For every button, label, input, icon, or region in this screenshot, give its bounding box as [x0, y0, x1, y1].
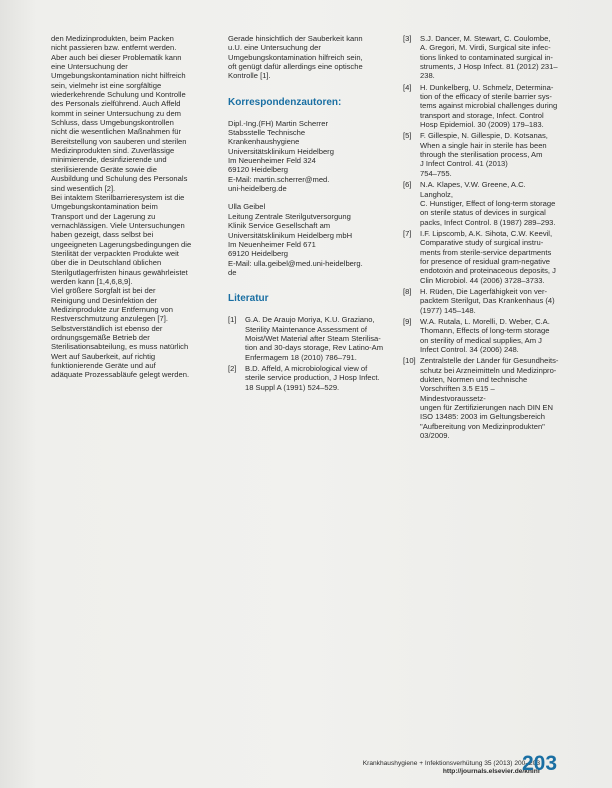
reference-number: [9] [403, 316, 412, 326]
reference-line: "Aufbereitung von Medizinprodukten" [420, 421, 545, 431]
reference-number: [1] [228, 315, 237, 325]
reference-line: struments, J Hosp Infect. 81 (2012) 231– [420, 62, 558, 72]
reference-line: B.D. Affeld, A microbiological view of [245, 363, 368, 373]
reference-line: C. Hunstiger, Effect of long-term storage [420, 198, 556, 208]
address-line: Ulla Geibel [228, 202, 266, 212]
reference-line: ungen für Zertifizierungen nach DIN EN [420, 403, 553, 413]
reference-line: Enfermagem 18 (2010) 786–791. [245, 352, 357, 362]
journal-citation: Krankhaushygiene + Infektionsverhütung 35 (2013) 200–203 [362, 760, 540, 767]
body-text-line: Sterilität der verpackten Produkte weit [51, 248, 179, 258]
reference-item [403, 287, 560, 315]
page-footer [350, 760, 540, 776]
reference-text [420, 34, 560, 81]
body-text-line: über die in Deutschland üblichen [51, 258, 162, 268]
body-text-line: wiederkehrende Schulung und Kontrolle [51, 90, 186, 100]
body-text-line: Ausbildung und Schulung des Personals [51, 174, 188, 184]
reference-text [245, 364, 390, 392]
address-line: Dipl.-Ing.(FH) Martin Scherrer [228, 118, 329, 128]
body-text-line: Bei intaktem Sterilbarrieresystem ist die [51, 192, 185, 202]
reference-line: (1977) 145–148. [420, 305, 476, 315]
body-text-line: Kontrolle [1]. [228, 71, 271, 81]
reference-list [228, 315, 390, 392]
reference-number: [4] [403, 82, 412, 92]
reference-line: 238. [420, 71, 435, 81]
address-line: Klinik Service Gesellschaft am [228, 221, 331, 231]
body-text-line: des Personals zielführend. Auch Affeld [51, 99, 181, 109]
address-line: Im Neuenheimer Feld 671 [228, 239, 316, 249]
reference-line: G.A. De Araujo Moriya, K.U. Graziano, [245, 315, 375, 325]
reference-number: [6] [403, 180, 412, 190]
body-text-line: oft genügt dafür allerdings eine optische [228, 62, 363, 72]
reference-line: Moist/Wet Material after Steam Sterilisa- [245, 333, 381, 343]
reference-line: N.A. Klapes, V.W. Greene, A.C. Langholz, [420, 180, 526, 199]
reference-line: Thomann, Effects of long-term storage [420, 326, 550, 336]
reference-item [228, 315, 390, 362]
reference-number: [10] [403, 356, 416, 366]
reference-line: When a single hair in sterile has been [420, 140, 547, 150]
reference-line: F. Gillespie, N. Gillespie, D. Kotsanas, [420, 131, 548, 141]
reference-text [420, 229, 560, 285]
reference-text [420, 356, 560, 440]
body-text-line: Medizinprodukte zur Entfernung von [51, 304, 173, 314]
body-text-line: Aber auch bei dieser Problematik kann [51, 52, 182, 62]
reference-item [403, 34, 560, 81]
body-text-line: funktionierende Geräte und auf [51, 361, 156, 371]
reference-item [403, 317, 560, 354]
address-line: Im Neuenheimer Feld 324 [228, 156, 316, 166]
column-1 [51, 34, 211, 380]
reference-line: packtem Sterilgut, Das Krankenhaus (4) [420, 296, 555, 306]
body-text-line: Transport und der Lagerung zu [51, 211, 156, 221]
journal-url[interactable]: http://journals.elsevier.de/khinf [442, 768, 540, 775]
body-text-line: Sterilisationsabteilung, es muss natürlich [51, 342, 189, 352]
body-text-line: Schluss, dass Umgebungskontrollen [51, 118, 174, 128]
reference-line: endotoxin and proteinaceous deposits, J [420, 266, 556, 276]
reference-item [228, 364, 390, 392]
address-line: Universitätsklinikum Heidelberg mbH [228, 230, 353, 240]
body-text-line: Bereitstellung von sauberen und sterilen [51, 136, 187, 146]
reference-line: W.A. Rutala, L. Morelli, D. Weber, C.A. [420, 316, 550, 326]
reference-item [403, 180, 560, 227]
body-text-line: haben gezeigt, dass selbst bei [51, 230, 154, 240]
reference-line: packs, Infect Control. 8 (1987) 289–293. [420, 217, 556, 227]
reference-line: Infect Control. 34 (2006) 248. [420, 345, 519, 354]
reference-line: dukten, Normen und technische [420, 375, 528, 385]
reference-line: on sterility of medical supplies, Am J [420, 335, 542, 345]
reference-line: 754–755. [420, 168, 452, 178]
reference-item [403, 229, 560, 285]
address-line: Krankenhaushygiene [228, 137, 300, 147]
reference-line: tions linked to contaminated surgical in- [420, 52, 553, 62]
body-text-line: Viel größere Sorgfalt ist bei der [51, 286, 156, 296]
reference-line: through the sterilisation process, Am [420, 150, 543, 160]
reference-line: ments from sterile-service departments [420, 247, 552, 257]
reference-line: 03/2009. [420, 431, 450, 441]
reference-text [420, 180, 560, 227]
reference-line: ISO 13485: 2003 im Geltungsbereich [420, 412, 545, 422]
reference-line: tion and 30-days storage, Rev Latino-Am [245, 343, 384, 353]
body-text-line: nicht die wesentlichen Maßnahmen für [51, 127, 182, 137]
address-line: de [228, 267, 237, 277]
body-text-line: eine Untersuchung der [51, 62, 128, 72]
contact-geibel [228, 202, 390, 277]
reference-list-continued [403, 34, 560, 440]
address-line: Universitätsklinikum Heidelberg [228, 146, 334, 156]
literature-heading: Literatur [228, 293, 269, 305]
address-line: Leitung Zentrale Sterilgutversorgung [228, 211, 351, 221]
body-text-line: den Medizinprodukten, beim Packen [51, 34, 174, 43]
reference-item [403, 83, 560, 130]
reference-item [403, 356, 560, 440]
body-text-line: sterilisierende Geräte sowie die [51, 164, 157, 174]
reference-line: 18 Suppl A (1991) 524–529. [245, 382, 340, 392]
address-line: E-Mail: ulla.geibel@med.uni-heidelberg. [228, 258, 363, 268]
body-text-line: u.U. eine Untersuchung der [228, 43, 321, 53]
intro-paragraph [228, 34, 390, 81]
address-line: 69120 Heidelberg [228, 165, 288, 175]
reference-line: sterile service production, J Hosp Infect. [245, 373, 380, 383]
body-text-line: nicht passieren bzw. entfernt werden. [51, 43, 177, 53]
page-number: 203 [522, 752, 558, 775]
reference-line: H. Rüden, Die Lagerfähigkeit von ver- [420, 286, 548, 296]
reference-line: schutz bei Arzneimitteln und Medizinpro- [420, 365, 557, 375]
reference-line: Sterility Maintenance Assessment of [245, 324, 367, 334]
reference-line: on sterile status of devices in surgical [420, 208, 546, 218]
reference-line: transport and storage, Infect. Control [420, 110, 544, 120]
reference-text [420, 317, 560, 354]
body-text-line: ordnungsgemäße Betrieb der [51, 333, 150, 342]
body-text-line: Restverschmutzung anzulegen [7]. [51, 314, 168, 324]
body-text-line: Umgebungskontamination beim [51, 202, 158, 212]
reference-line: Vorschriften 3.5 E15 – Mindestvoraussetz- [420, 384, 495, 403]
reference-number: [7] [403, 228, 412, 238]
column-2 [228, 34, 390, 394]
address-line: Stabsstelle Technische [228, 128, 306, 138]
body-text-line: adäquate Prozessabläufe gelegt werden. [51, 370, 190, 380]
reference-text [420, 287, 560, 315]
body-text-line: sind wesentlich [2]. [51, 183, 116, 193]
reference-number: [2] [228, 363, 237, 373]
reference-line: tion of the efficacy of sterile barrier sys- [420, 92, 552, 102]
contact-scherrer [228, 119, 390, 194]
column-3 [403, 34, 560, 442]
reference-line: for presence of residual gram-negative [420, 256, 551, 266]
reference-line: J Infect Control. 41 (2013) [420, 159, 508, 169]
reference-line: Zentralstelle der Länder für Gesundheits- [420, 356, 559, 366]
body-text-line: Sterilgutlagerfristen hinaus gewährleistet [51, 267, 188, 277]
address-line: uni-heidelberg.de [228, 184, 287, 194]
reference-line: Hosp Epidemiol. 30 (2009) 179–183. [420, 120, 544, 130]
reference-line: S.J. Dancer, M. Stewart, C. Coulombe, [420, 34, 551, 43]
reference-line: Clin Microbiol. 44 (2006) 3728–3733. [420, 275, 545, 285]
body-text-line: ungeeigneten Lagerungsbedingungen die [51, 239, 192, 249]
reference-line: I.F. Lipscomb, A.K. Sihota, C.W. Keevil, [420, 228, 553, 238]
body-text-line: minimierende, desinfizierende und [51, 155, 167, 165]
reference-line: Comparative study of surgical instru- [420, 238, 544, 248]
reference-number: [5] [403, 131, 412, 141]
reference-text [420, 83, 560, 130]
reference-line: tems against microbial challenges during [420, 101, 558, 111]
reference-item [403, 131, 560, 178]
reference-line: H. Dunkelberg, U. Schmelz, Determina- [420, 82, 554, 92]
reference-line: A. Gregori, M. Virdi, Surgical site infec- [420, 43, 551, 53]
reference-text [420, 131, 560, 178]
address-line: 69120 Heidelberg [228, 249, 288, 259]
body-text-line: Selbstverständlich ist ebenso der [51, 323, 163, 333]
body-text-line: Gerade hinsichtlich der Sauberkeit kann [228, 34, 363, 43]
reference-number: [3] [403, 34, 412, 43]
body-text-line: Wert auf Sauberkeit, auf richtig [51, 351, 156, 361]
address-line: E-Mail: martin.scherrer@med. [228, 174, 330, 184]
contacts-heading: Korrespondenzautoren: [228, 96, 342, 108]
body-text-line: sein, vielmehr ist eine sorgfältige [51, 80, 162, 90]
body-text-line: Umgebungskontamination hilfreich sein, [228, 52, 363, 62]
body-text-line: Umgebungskontamination nicht hilfreich [51, 71, 186, 81]
body-text-line: kommt in seiner Untersuchung zu dem [51, 108, 181, 118]
body-text-line: vernachlässigen. Viele Untersuchungen [51, 220, 185, 230]
body-text-line: werden kann [1,4,6,8,9]. [51, 276, 133, 286]
body-text-line: Medizinprodukten sind. Zuverlässige [51, 146, 175, 156]
body-text-line: Reinigung und Desinfektion der [51, 295, 157, 305]
reference-number: [8] [403, 286, 412, 296]
reference-text [245, 315, 390, 362]
